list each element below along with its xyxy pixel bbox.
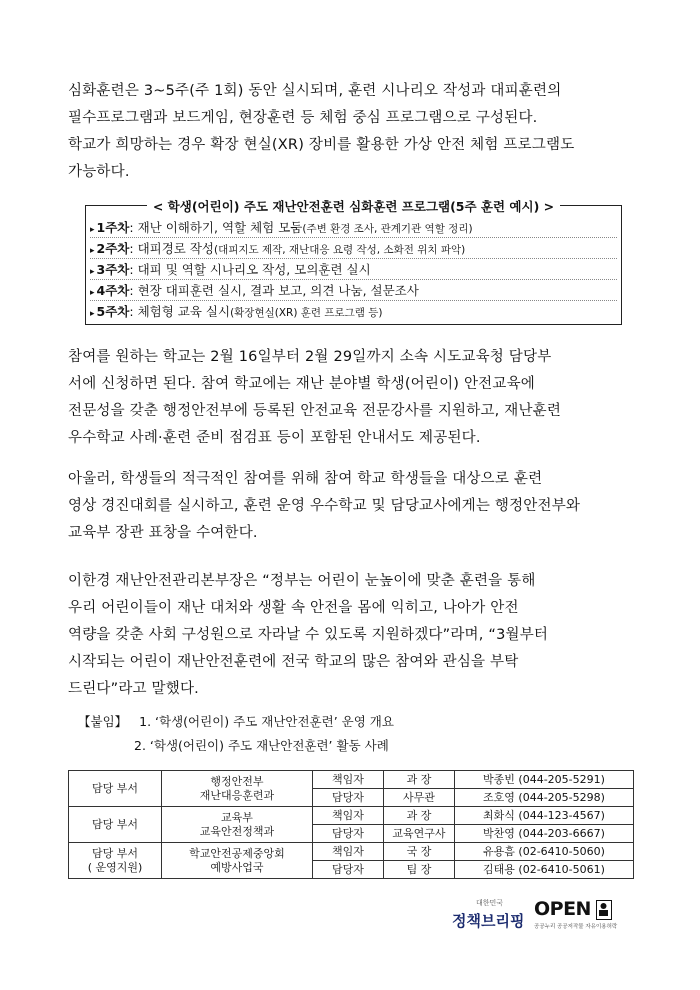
paragraph-line: 심화훈련은 3~5주(주 1회) 동안 실시되며, 훈련 시나리오 작성과 대피훈련의 (68, 83, 562, 99)
org-name: 교육부 (221, 810, 253, 824)
table-row (69, 843, 634, 861)
attachment-line-1 (78, 712, 394, 730)
paragraph-intensive-training (68, 78, 634, 186)
person-cell: 조호영 (044-205-5298) (455, 789, 634, 807)
attachment-item[interactable]: 2. ‘학생(어린이) 주도 재난안전훈련’ 활동 사례 (134, 738, 389, 753)
week-main: : 재난 이해하기, 역할 체험 모둠 (129, 220, 303, 235)
week-main: : 체험형 교육 실시 (129, 304, 231, 319)
rank-cell: 과 장 (384, 807, 455, 825)
program-box (85, 199, 622, 325)
paragraph-line: 영상 경진대회를 실시하고, 훈련 운영 우수학교 및 담당교사에게는 행정안전부와 (68, 498, 581, 514)
org-division: 재난대응훈련과 (199, 788, 275, 802)
paragraph-line: 학교가 희망하는 경우 확장 현실(XR) 장비를 활용한 가상 안전 체험 프로그램도 (68, 137, 575, 153)
week-item-4 (90, 281, 617, 301)
paragraph-line: 가능하다. (68, 164, 130, 180)
attachment-line-2 (134, 736, 389, 754)
triangle-bullet-icon: ▸ (90, 225, 95, 235)
program-box-title: < 학생(어린이) 주도 재난안전훈련 심화훈련 프로그램(5주 훈련 예시) > (86, 196, 621, 215)
rank-cell: 사무관 (384, 789, 455, 807)
person-cell: 김태용 (02-6410-5061) (455, 861, 634, 879)
week-main: : 대피경로 작성 (129, 241, 214, 256)
dept-cell: 담당 부서 (69, 807, 162, 843)
table-row (69, 807, 634, 825)
logo-big-text: 정책브리핑 (452, 912, 525, 930)
person-cell: 박찬영 (044-203-6667) (455, 825, 634, 843)
week-item-2 (90, 239, 617, 259)
paragraph-line: 필수프로그램과 보드게임, 현장훈련 등 체험 중심 프로그램으로 구성된다. (68, 110, 538, 126)
rank-cell: 팀 장 (384, 861, 455, 879)
week-label: 5주차 (96, 304, 130, 319)
week-label: 3주차 (96, 262, 130, 277)
week-detail: (주변 환경 조사, 관계기관 역할 정리) (302, 223, 473, 235)
paragraph-line: 전문성을 갖춘 행정안전부에 등록된 안전교육 전문강사를 지원하고, 재난훈련 (68, 403, 562, 419)
org-division: 교육안전정책과 (199, 824, 275, 838)
role-cell: 담당자 (313, 789, 384, 807)
org-cell (162, 843, 313, 879)
week-detail: (대피지도 제작, 재난대응 요령 작성, 소화전 위치 파악) (214, 244, 466, 256)
triangle-bullet-icon: ▸ (90, 267, 95, 277)
paragraph-line: 교육부 장관 표창을 수여한다. (68, 525, 258, 541)
week-item-5 (90, 302, 617, 321)
paragraph-quote (68, 568, 634, 703)
dept-cell: 담당 부서 (69, 771, 162, 807)
open-logo-text: OPEN (534, 898, 591, 920)
week-item-1 (90, 218, 617, 238)
role-cell: 책임자 (313, 843, 384, 861)
week-label: 2주차 (96, 241, 130, 256)
role-cell: 책임자 (313, 807, 384, 825)
korea-briefing-logo (452, 898, 526, 934)
week-label: 4주차 (96, 283, 130, 298)
kogl-type-icon (596, 900, 612, 920)
dept-cell (69, 843, 162, 879)
paragraph-line: 우수학교 사례·훈련 준비 점검표 등이 포함된 안내서도 제공된다. (68, 430, 481, 446)
paragraph-application (68, 344, 634, 452)
paragraph-line: 서에 신청하면 된다. 참여 학교에는 재난 분야별 학생(어린이) 안전교육에 (68, 376, 535, 392)
person-cell: 박종빈 (044-205-5291) (455, 771, 634, 789)
paragraph-line: 이한경 재난안전관리본부장은 “정부는 어린이 눈높이에 맞춘 훈련을 통해 (68, 573, 536, 589)
dept-subtitle: ( 운영지원) (87, 860, 143, 874)
org-cell (162, 807, 313, 843)
role-cell: 담당자 (313, 861, 384, 879)
attachment-item[interactable]: 1. ‘학생(어린이) 주도 재난안전훈련’ 운영 개요 (139, 714, 394, 729)
kogl-open-logo (534, 898, 618, 934)
triangle-bullet-icon: ▸ (90, 246, 95, 256)
table-row (69, 771, 634, 789)
person-cell: 최화식 (044-123-4567) (455, 807, 634, 825)
person-icon (597, 901, 610, 918)
open-logo-subtext: 공공누리 공공저작물 자유이용허락 (534, 924, 618, 930)
logo-small-text: 대한민국 (476, 899, 504, 907)
week-item-3 (90, 260, 617, 280)
footer-logos (452, 898, 632, 938)
paragraph-line: 역량을 갖춘 사회 구성원으로 자라날 수 있도록 지원하겠다”라며, “3월부터 (68, 627, 549, 643)
week-label: 1주차 (96, 220, 130, 235)
paragraph-contest (68, 466, 634, 547)
role-cell: 담당자 (313, 825, 384, 843)
week-main: : 현장 대피훈련 실시, 결과 보고, 의견 나눔, 설문조사 (129, 283, 419, 298)
rank-cell: 교육연구사 (384, 825, 455, 843)
triangle-bullet-icon: ▸ (90, 309, 95, 319)
paragraph-line: 아울러, 학생들의 적극적인 참여를 위해 참여 학교 학생들을 대상으로 훈련 (68, 471, 543, 487)
paragraph-line: 우리 어린이들이 재난 대처와 생활 속 안전을 몸에 익히고, 나아가 안전 (68, 600, 519, 616)
rank-cell: 과 장 (384, 771, 455, 789)
role-cell: 책임자 (313, 771, 384, 789)
triangle-bullet-icon: ▸ (90, 288, 95, 298)
week-detail: (확장현실(XR) 훈련 프로그램 등) (230, 307, 383, 319)
paragraph-line: 시작되는 어린이 재난안전훈련에 전국 학교의 많은 참여와 관심을 부탁 (68, 654, 519, 670)
rank-cell: 국 장 (384, 843, 455, 861)
org-name: 행정안전부 (210, 774, 264, 788)
attachment-label: 【붙임】 (78, 714, 128, 729)
paragraph-line: 참여를 원하는 학교는 2월 16일부터 2월 29일까지 소속 시도교육청 담당부 (68, 349, 552, 365)
org-cell (162, 771, 313, 807)
person-cell: 유용흠 (02-6410-5060) (455, 843, 634, 861)
week-main: : 대피 및 역할 시나리오 작성, 모의훈련 실시 (129, 262, 371, 277)
org-name: 학교안전공제중앙회 (189, 846, 285, 860)
dept-name: 담당 부서 (91, 846, 138, 860)
contacts-table (68, 770, 634, 879)
paragraph-line: 드린다”라고 말했다. (68, 681, 199, 697)
org-division: 예방사업국 (210, 860, 264, 874)
